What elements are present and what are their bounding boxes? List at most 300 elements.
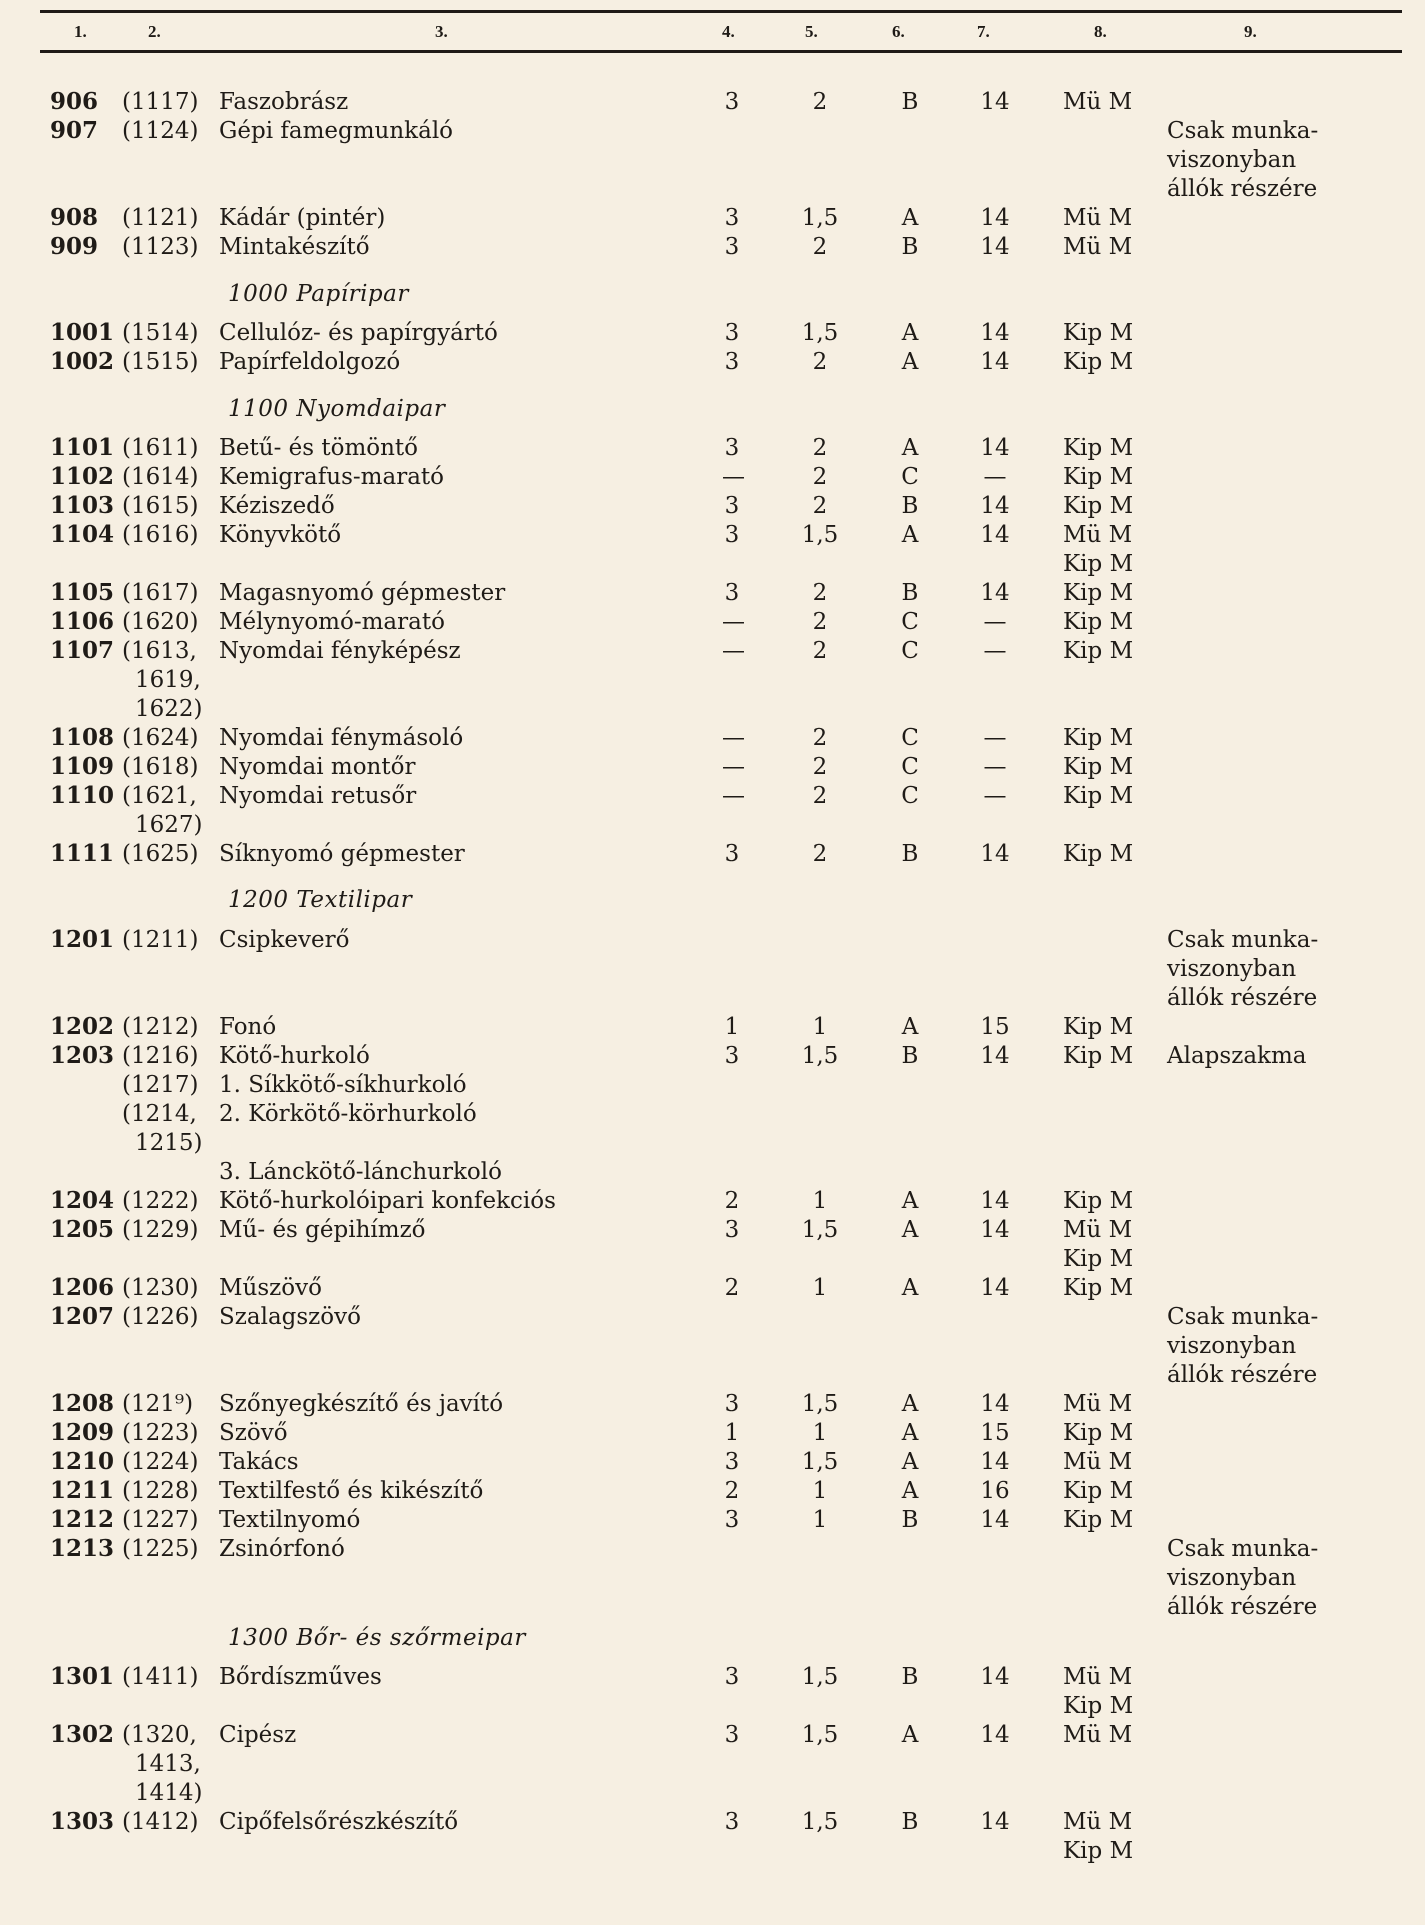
table-row — [0, 1013, 1425, 1041]
col-4-value: 3 — [724, 1722, 740, 1748]
col-8-value: Kip M — [1063, 754, 1134, 780]
occupation-name: Nyomdai fényképész — [219, 638, 461, 664]
col-4-value: 2 — [724, 1478, 740, 1504]
col-5-value: 2 — [812, 754, 828, 780]
old-code: (1212) — [122, 1014, 199, 1040]
old-code-cont: 1619, — [135, 667, 201, 693]
col-8-value: Kip M — [1063, 1043, 1134, 1069]
col-5-value: 2 — [812, 580, 828, 606]
col-7: 7. — [977, 22, 990, 41]
col-9: 9. — [1244, 22, 1257, 41]
col-4-value: 3 — [724, 1507, 740, 1533]
col-7-value: 14 — [980, 1275, 1010, 1301]
table-row — [0, 492, 1425, 520]
occupation-name: Síknyomó gépmester — [219, 841, 465, 867]
row-number: 908 — [50, 204, 99, 231]
col-5-value: 2 — [812, 464, 828, 490]
col-5-value: 1,5 — [801, 1809, 839, 1835]
row-number: 1211 — [50, 1477, 115, 1504]
old-code-cont: 1215) — [135, 1130, 203, 1156]
occupation-name: Faszobrász — [219, 89, 349, 115]
remark-line: viszonyban — [1167, 1565, 1297, 1591]
col-8-value: Kip M — [1063, 580, 1134, 606]
occupation-name: Szövő — [219, 1420, 288, 1446]
table-row — [0, 840, 1425, 868]
occupation-name: Magasnyomó gépmester — [219, 580, 506, 606]
occupation-name: Papírfeldolgozó — [219, 349, 401, 375]
col-7-value: 14 — [980, 1664, 1010, 1690]
col-6-value: A — [901, 1188, 919, 1214]
table-row — [0, 608, 1425, 636]
row-number: 1206 — [50, 1274, 115, 1301]
col-8-value: Kip M — [1063, 435, 1134, 461]
col-7-value: 14 — [980, 1449, 1010, 1475]
col-4-value: 3 — [724, 89, 740, 115]
section-heading: 1300 Bőr- és szőrmeipar — [228, 1625, 526, 1651]
col-8-value: Mü M — [1063, 205, 1133, 231]
col-4-value: 3 — [724, 435, 740, 461]
row-number: 1301 — [50, 1663, 115, 1690]
col-5-value: 1,5 — [801, 205, 839, 231]
row-number: 1210 — [50, 1448, 115, 1475]
col-8-value-cont: Kip M — [1063, 1246, 1134, 1272]
occupation-name: Textilfestő és kikészítő — [219, 1478, 484, 1504]
row-number: 1109 — [50, 753, 115, 780]
col-5-value: 1 — [812, 1188, 828, 1214]
col-5-value: 2 — [812, 783, 828, 809]
col-4: 4. — [722, 22, 735, 41]
row-number: 1209 — [50, 1419, 115, 1446]
col-8-value: Kip M — [1063, 1507, 1134, 1533]
col-4-value: 3 — [724, 205, 740, 231]
row-number: 1001 — [50, 319, 115, 346]
old-code: (1228) — [122, 1478, 199, 1504]
section-heading: 1200 Textilipar — [228, 887, 413, 913]
col-8-value: Mü M — [1063, 1391, 1133, 1417]
table-row — [0, 1448, 1425, 1476]
old-code: (1226) — [122, 1304, 199, 1330]
col-5-value: 1 — [812, 1275, 828, 1301]
occupation-name: Nyomdai fénymásoló — [219, 725, 464, 751]
remark-note — [1167, 1303, 1318, 1390]
col-7-value: — — [983, 464, 1007, 490]
col-6-value: A — [901, 349, 919, 375]
col-8-value: Mü M — [1063, 1449, 1133, 1475]
col-5-value: 1 — [812, 1014, 828, 1040]
old-code: (1223) — [122, 1420, 199, 1446]
col-8-value-cont: Kip M — [1063, 1838, 1134, 1864]
col-6-value: A — [901, 1275, 919, 1301]
table-row — [0, 637, 1425, 722]
old-code: (1124) — [122, 118, 199, 144]
row-number: 909 — [50, 233, 99, 260]
old-code: (1216) — [122, 1043, 199, 1069]
col-8-value: Kip M — [1063, 725, 1134, 751]
row-number: 1101 — [50, 434, 115, 461]
old-code: (1230) — [122, 1275, 199, 1301]
col-7-value: 14 — [980, 89, 1010, 115]
remark-line: viszonyban — [1167, 1333, 1297, 1359]
col-8-value: Kip M — [1063, 1014, 1134, 1040]
col-5-value: 1,5 — [801, 1391, 839, 1417]
old-code: (1117) — [122, 89, 199, 115]
table-row — [0, 1477, 1425, 1505]
occupation-name: Kádár (pintér) — [219, 205, 386, 231]
occupation-name: Zsinórfonó — [219, 1536, 345, 1562]
col-4-value: 3 — [724, 320, 740, 346]
col-7-value: 16 — [980, 1478, 1010, 1504]
col-4-value: 3 — [724, 1217, 740, 1243]
col-5-value: 2 — [812, 725, 828, 751]
remark-line: viszonyban — [1167, 956, 1297, 982]
col-7-value: 14 — [980, 435, 1010, 461]
col-5-value: 1,5 — [801, 1043, 839, 1069]
col-4-value: 3 — [724, 493, 740, 519]
col-7-value: 14 — [980, 493, 1010, 519]
col-7-value: — — [983, 725, 1007, 751]
col-8-value: Kip M — [1063, 609, 1134, 635]
col-6-value: B — [901, 1809, 919, 1835]
occupation-name: Cellulóz- és papírgyártó — [219, 320, 498, 346]
remark-line: viszonyban — [1167, 147, 1297, 173]
table-row — [0, 1808, 1425, 1864]
col-6-value: A — [901, 1478, 919, 1504]
old-code: (1225) — [122, 1536, 199, 1562]
occupation-name: Kötő-hurkolóipari konfekciós — [219, 1188, 556, 1214]
top-rule — [40, 10, 1402, 13]
col-8-value: Kip M — [1063, 638, 1134, 664]
occupation-name: Cipőfelsőrészkészítő — [219, 1809, 459, 1835]
col-8-value: Kip M — [1063, 320, 1134, 346]
row-number: 1204 — [50, 1187, 115, 1214]
remark-line: Csak munka- — [1167, 1536, 1319, 1562]
col-7-value: 14 — [980, 841, 1010, 867]
col-6-value: C — [901, 754, 919, 780]
col-6-value: B — [901, 89, 919, 115]
row-number: 907 — [50, 117, 99, 144]
col-6-value: A — [901, 522, 919, 548]
remark-note — [1167, 1535, 1318, 1622]
row-number: 1205 — [50, 1216, 115, 1243]
old-code: (1625) — [122, 841, 199, 867]
col-4-value: 3 — [724, 234, 740, 260]
table-row — [0, 1419, 1425, 1447]
col-4-value: 2 — [724, 1275, 740, 1301]
occupation-name: Nyomdai retusőr — [219, 783, 417, 809]
table-row — [0, 1100, 1425, 1156]
table-row — [0, 233, 1425, 261]
table-row — [0, 434, 1425, 462]
occupation-name: 2. Körkötő-körhurkoló — [219, 1101, 477, 1127]
col-6-value: B — [901, 1664, 919, 1690]
col-8-value: Mü M — [1063, 89, 1133, 115]
col-6-value: B — [901, 841, 919, 867]
occupation-name: Mű- és gépihímző — [219, 1217, 426, 1243]
row-number: 1103 — [50, 492, 115, 519]
col-4-value: 3 — [724, 1391, 740, 1417]
row-number: 1106 — [50, 608, 115, 635]
old-code: (1514) — [122, 320, 199, 346]
row-number: 1105 — [50, 579, 115, 606]
old-code: (1617) — [122, 580, 199, 606]
col-6-value: A — [901, 1217, 919, 1243]
table-row — [0, 753, 1425, 781]
col-5-value: 2 — [812, 638, 828, 664]
old-code: (1615) — [122, 493, 199, 519]
col-6-value: B — [901, 234, 919, 260]
occupation-name: Fonó — [219, 1014, 277, 1040]
section-heading: 1000 Papíripar — [228, 281, 409, 307]
col-5-value: 2 — [812, 609, 828, 635]
col-5-value: 1 — [812, 1478, 828, 1504]
col-4-value: 3 — [724, 1809, 740, 1835]
row-number: 1110 — [50, 782, 115, 809]
col-7-value: — — [983, 783, 1007, 809]
row-number: 1207 — [50, 1303, 115, 1330]
col-7-value: 14 — [980, 1809, 1010, 1835]
table-row — [0, 1721, 1425, 1806]
col-6-value: B — [901, 580, 919, 606]
col-8-value: Kip M — [1063, 1420, 1134, 1446]
row-number: 1102 — [50, 463, 115, 490]
col-7-value: 14 — [980, 1217, 1010, 1243]
table-row — [0, 1071, 1425, 1099]
col-7-value: 15 — [980, 1014, 1010, 1040]
col-6-value: C — [901, 725, 919, 751]
col-6-value: C — [901, 464, 919, 490]
col-6-value: A — [901, 1420, 919, 1446]
occupation-name: Bőrdíszműves — [219, 1664, 382, 1690]
table-row — [0, 1042, 1425, 1070]
col-7-value: 14 — [980, 320, 1010, 346]
old-code: (1222) — [122, 1188, 199, 1214]
col-4-value: 3 — [724, 349, 740, 375]
occupation-name: Textilnyomó — [219, 1507, 361, 1533]
old-code: (1121) — [122, 205, 199, 231]
col-4-value: 3 — [724, 841, 740, 867]
col-8-value: Mü M — [1063, 1217, 1133, 1243]
old-code: (1611) — [122, 435, 199, 461]
old-code: (1217) — [122, 1072, 199, 1098]
col-5-value: 1,5 — [801, 522, 839, 548]
section-heading: 1100 Nyomdaipar — [228, 396, 446, 422]
col-7-value: 14 — [980, 1391, 1010, 1417]
occupation-name: Kemigrafus-marató — [219, 464, 444, 490]
table-row — [0, 1216, 1425, 1272]
col-6-value: A — [901, 435, 919, 461]
table-row — [0, 579, 1425, 607]
table-row — [0, 1390, 1425, 1418]
occupation-name: Szalagszövő — [219, 1304, 361, 1330]
occupation-name: Gépi famegmunkáló — [219, 118, 454, 144]
table-row — [0, 1187, 1425, 1215]
header-rule — [40, 50, 1402, 53]
old-code: (1320, — [122, 1722, 197, 1748]
col-4-value: — — [722, 638, 745, 664]
col-6-value: B — [901, 1507, 919, 1533]
old-code: (1229) — [122, 1217, 199, 1243]
col-8-value-cont: Kip M — [1063, 551, 1134, 577]
old-code: (1621, — [122, 783, 197, 809]
old-code: (1211) — [122, 927, 199, 953]
col-5-value: 1 — [812, 1420, 828, 1446]
col-5-value: 2 — [812, 841, 828, 867]
col-1: 1. — [74, 22, 87, 41]
col-5-value: 2 — [812, 234, 828, 260]
col-8-value: Mü M — [1063, 234, 1133, 260]
table-row — [0, 1506, 1425, 1534]
old-code: (1412) — [122, 1809, 199, 1835]
col-7-value: 14 — [980, 1722, 1010, 1748]
occupation-name: Könyvkötő — [219, 522, 342, 548]
col-4-value: — — [722, 754, 745, 780]
remark-note — [1167, 926, 1318, 1013]
col-5-value: 1,5 — [801, 1664, 839, 1690]
col-8-value: Mü M — [1063, 1722, 1133, 1748]
occupation-name: Mélynyomó-marató — [219, 609, 445, 635]
remark-line: állók részére — [1167, 985, 1318, 1011]
old-code-cont: 1627) — [135, 812, 203, 838]
occupation-name: Cipész — [219, 1722, 297, 1748]
row-number: 1104 — [50, 521, 115, 548]
col-5-value: 2 — [812, 493, 828, 519]
remark-line: állók részére — [1167, 1594, 1318, 1620]
col-2: 2. — [148, 22, 161, 41]
col-6-value: C — [901, 783, 919, 809]
col-5-value: 1,5 — [801, 1217, 839, 1243]
table-row — [0, 88, 1425, 116]
occupation-name: Takács — [219, 1449, 299, 1475]
old-code: (1620) — [122, 609, 199, 635]
col-5-value: 1,5 — [801, 1449, 839, 1475]
occupation-name: Nyomdai montőr — [219, 754, 416, 780]
row-number: 1107 — [50, 637, 115, 664]
table-row — [0, 348, 1425, 376]
remark-line: Csak munka- — [1167, 927, 1319, 953]
col-8-value: Kip M — [1063, 1275, 1134, 1301]
col-4-value: 1 — [724, 1420, 740, 1446]
col-6-value: C — [901, 609, 919, 635]
col-8-value: Mü M — [1063, 522, 1133, 548]
table-row — [0, 463, 1425, 491]
col-6-value: A — [901, 1722, 919, 1748]
col-8-value: Kip M — [1063, 783, 1134, 809]
col-8-value-cont: Kip M — [1063, 1693, 1134, 1719]
col-4-value: — — [722, 783, 745, 809]
old-code: (1624) — [122, 725, 199, 751]
occupation-name: Kötő-hurkoló — [219, 1043, 370, 1069]
old-code-cont: 1622) — [135, 696, 203, 722]
col-8-value: Mü M — [1063, 1809, 1133, 1835]
col-5-value: 1,5 — [801, 320, 839, 346]
old-code: (1616) — [122, 522, 199, 548]
col-7-value: — — [983, 638, 1007, 664]
old-code: (1214, — [122, 1101, 197, 1127]
col-6-value: A — [901, 1391, 919, 1417]
occupation-name: Csipkeverő — [219, 927, 350, 953]
col-5-value: 1 — [812, 1507, 828, 1533]
occupation-name: Műszövő — [219, 1275, 322, 1301]
col-4-value: 3 — [724, 1664, 740, 1690]
col-4-value: — — [722, 464, 745, 490]
row-number: 1111 — [50, 840, 115, 867]
table-row — [0, 724, 1425, 752]
col-7-value: 14 — [980, 234, 1010, 260]
old-code-cont: 1413, — [135, 1751, 201, 1777]
old-code: (1614) — [122, 464, 199, 490]
row-number: 1002 — [50, 348, 115, 375]
old-code: (1515) — [122, 349, 199, 375]
col-8-value: Kip M — [1063, 349, 1134, 375]
old-code: (1613, — [122, 638, 197, 664]
remark-line: Csak munka- — [1167, 118, 1319, 144]
col-8-value: Kip M — [1063, 464, 1134, 490]
row-number: 1303 — [50, 1808, 115, 1835]
row-number: 1302 — [50, 1721, 115, 1748]
col-4-value: — — [722, 725, 745, 751]
remark-note — [1167, 117, 1318, 204]
table-row — [0, 782, 1425, 838]
col-4-value: 3 — [724, 1449, 740, 1475]
col-7-value: 14 — [980, 1507, 1010, 1533]
table-row — [0, 204, 1425, 232]
col-7-value: 14 — [980, 205, 1010, 231]
old-code: (1618) — [122, 754, 199, 780]
old-code: (1227) — [122, 1507, 199, 1533]
col-7-value: 14 — [980, 580, 1010, 606]
col-5-value: 2 — [812, 349, 828, 375]
old-code-cont: 1414) — [135, 1780, 203, 1806]
col-5-value: 1,5 — [801, 1722, 839, 1748]
col-6-value: A — [901, 320, 919, 346]
occupation-name: 3. Lánckötő-lánchurkoló — [219, 1159, 502, 1185]
col-4-value: 3 — [724, 1043, 740, 1069]
row-number: 1203 — [50, 1042, 115, 1069]
row-number: 906 — [50, 88, 99, 115]
occupation-name: Mintakészítő — [219, 234, 370, 260]
col-6-value: B — [901, 1043, 919, 1069]
col-9-value: Alapszakma — [1167, 1043, 1307, 1069]
col-7-value: 14 — [980, 522, 1010, 548]
table-row — [0, 1663, 1425, 1719]
col-7-value: 15 — [980, 1420, 1010, 1446]
occupation-name: Szőnyegkészítő és javító — [219, 1391, 504, 1417]
old-code: (121⁹) — [122, 1391, 194, 1417]
table-row — [0, 521, 1425, 577]
col-6-value: B — [901, 493, 919, 519]
old-code: (1411) — [122, 1664, 199, 1690]
row-number: 1108 — [50, 724, 115, 751]
col-6-value: A — [901, 1014, 919, 1040]
col-6: 6. — [892, 22, 905, 41]
col-4-value: 2 — [724, 1188, 740, 1214]
occupation-name: Kéziszedő — [219, 493, 335, 519]
row-number: 1213 — [50, 1535, 115, 1562]
remark-line: Csak munka- — [1167, 1304, 1319, 1330]
occupation-name: 1. Síkkötő-síkhurkoló — [219, 1072, 467, 1098]
old-code: (1224) — [122, 1449, 199, 1475]
table-row — [0, 1274, 1425, 1302]
col-8-value: Mü M — [1063, 1664, 1133, 1690]
col-8-value: Kip M — [1063, 493, 1134, 519]
col-6-value: A — [901, 1449, 919, 1475]
col-4-value: — — [722, 609, 745, 635]
old-code: (1123) — [122, 234, 199, 260]
col-8-value: Kip M — [1063, 1188, 1134, 1214]
table-row — [0, 319, 1425, 347]
col-7-value: — — [983, 754, 1007, 780]
row-number: 1208 — [50, 1390, 115, 1417]
